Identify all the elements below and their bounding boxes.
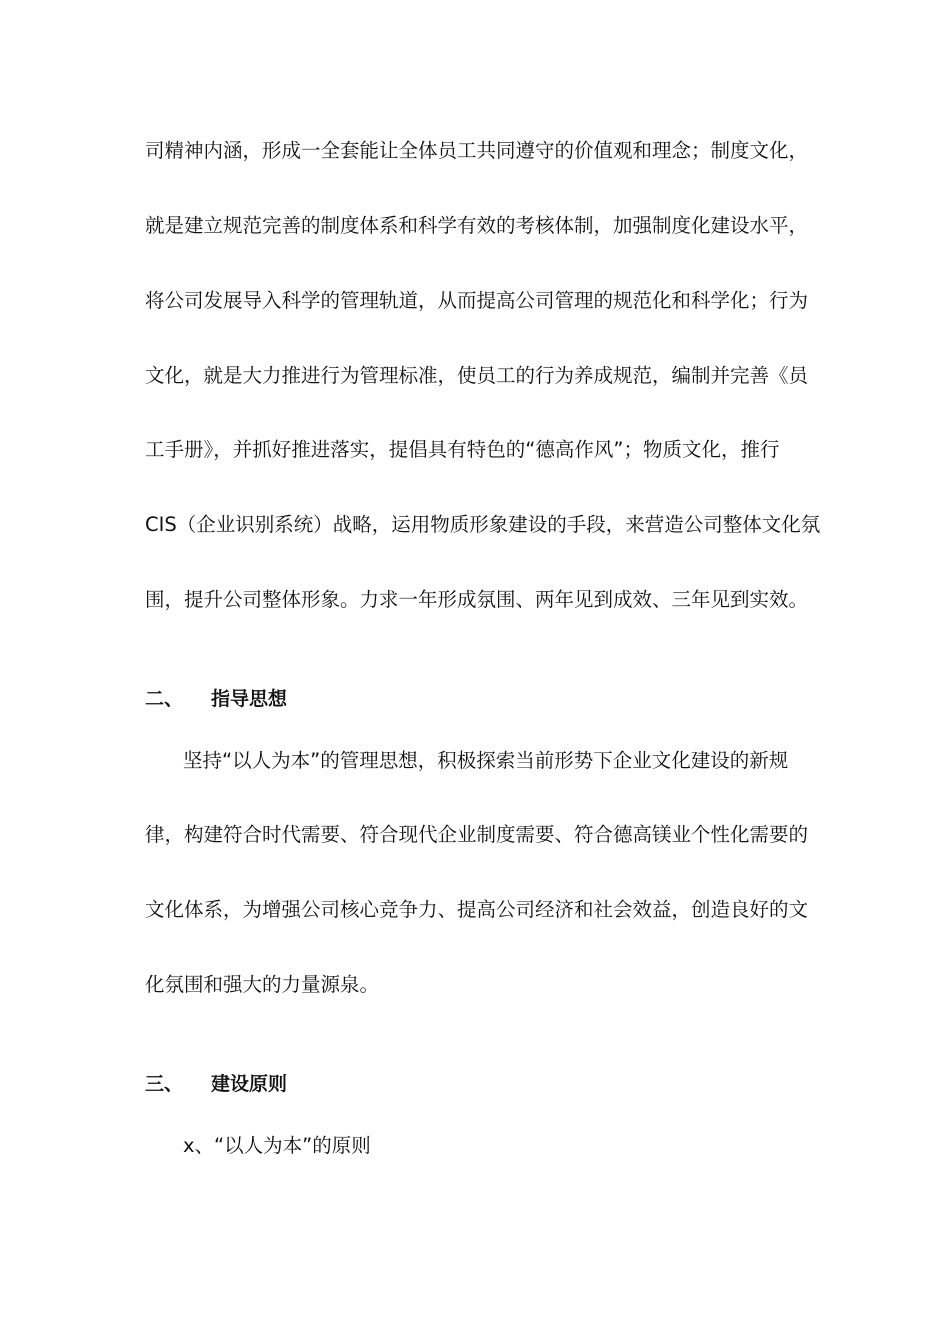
paragraph-line: 工手册》，并抓好推进落实，提倡具有特色的“德高作风”；物质文化，推行	[145, 438, 780, 461]
paragraph-line: 围，提升公司整体形象。力求一年形成氛围、两年见到成效、三年见到实效。	[145, 588, 809, 611]
paragraph-line: 化氛围和强大的力量源泉。	[145, 973, 380, 996]
section-title: 建设原则	[211, 1073, 288, 1095]
section-heading-construction-principles	[145, 1072, 287, 1096]
paragraph-line: 律，构建符合时代需要、符合现代企业制度需要、符合德高镁业个性化需要的	[145, 823, 809, 846]
section-title: 指导思想	[211, 688, 288, 710]
paragraph-line: 坚持“以人为本”的管理思想，积极探索当前形势下企业文化建设的新规	[183, 749, 789, 772]
paragraph-line: 司精神内涵，形成一全套能让全体员工共同遵守的价值观和理念；制度文化，	[145, 139, 809, 162]
paragraph-line: 就是建立规范完善的制度体系和科学有效的考核体制，加强制度化建设水平，	[145, 214, 809, 237]
section-number: 二、	[145, 688, 184, 710]
section-heading-guiding-ideology	[145, 687, 287, 711]
paragraph-line: 文化体系，为增强公司核心竞争力、提高公司经济和社会效益，创造良好的文	[145, 898, 809, 921]
paragraph-line: 文化，就是大力推进行为管理标准，使员工的行为养成规范，编制并完善《员	[145, 364, 809, 387]
paragraph-line: CIS（企业识别系统）战略，运用物质形象建设的手段，来营造公司整体文化氛	[145, 513, 821, 536]
paragraph-line: 将公司发展导入科学的管理轨道，从而提高公司管理的规范化和科学化；行为	[145, 289, 809, 312]
section-number: 三、	[145, 1073, 184, 1095]
list-item: x、“以人为本”的原则	[183, 1134, 371, 1157]
